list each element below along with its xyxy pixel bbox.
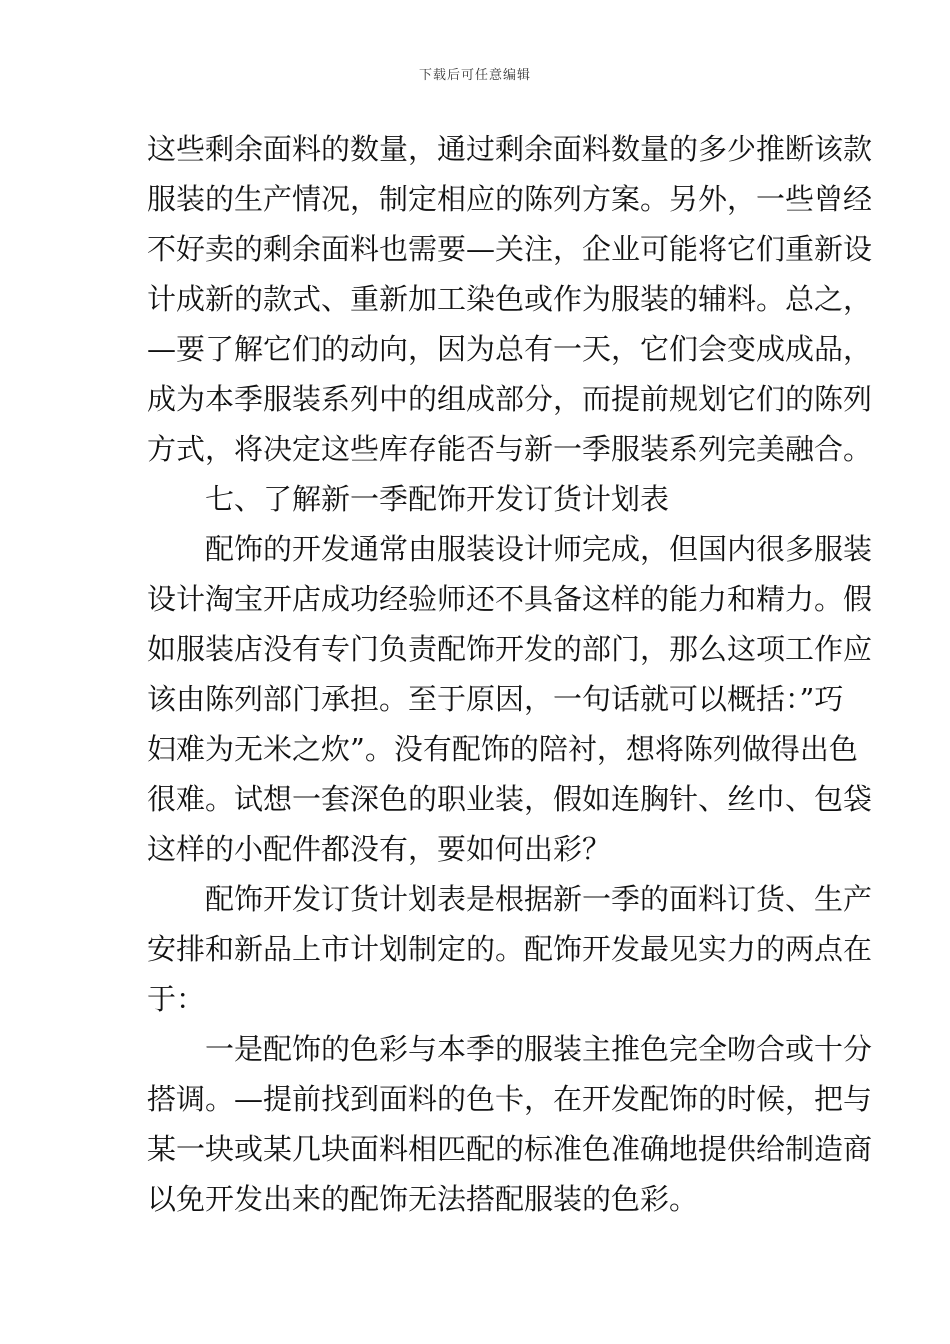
- document-body: [147, 124, 873, 1224]
- text-line: 一是配饰的色彩与本季的服装主推色完全吻合或十分: [205, 1032, 873, 1066]
- text-line: 七、了解新一季配饰开发订货计划表: [205, 482, 670, 516]
- text-line: 搭调。—提前找到面料的色卡，在开发配饰的时候，把与: [147, 1082, 873, 1116]
- text-line: 这些剩余面料的数量，通过剩余面料数量的多少推断该款: [147, 132, 873, 166]
- text-line: 这样的小配件都没有，要如何出彩？: [147, 832, 612, 866]
- paragraph-remaining-fabric: [147, 124, 873, 474]
- text-line: 成为本季服装系列中的组成部分，而提前规划它们的陈列: [147, 382, 873, 416]
- paragraph-point-one: [147, 1024, 873, 1224]
- text-line: 于：: [147, 982, 206, 1016]
- text-line: 以免开发出来的配饰无法搭配服装的色彩。: [147, 1182, 699, 1216]
- paragraph-order-plan: [147, 874, 873, 1024]
- page-header-note: 下载后可任意编辑: [418, 68, 531, 83]
- text-line: 某一块或某几块面料相匹配的标准色准确地提供给制造商: [147, 1132, 873, 1166]
- text-line: 该由陈列部门承担。至于原因，一句话就可以概括：”巧: [147, 682, 844, 716]
- text-line: 服装的生产情况，制定相应的陈列方案。另外，一些曾经: [147, 182, 873, 216]
- text-line: 设计淘宝开店成功经验师还不具备这样的能力和精力。假: [147, 582, 873, 616]
- text-line: —要了解它们的动向，因为总有一天，它们会变成成品，: [147, 332, 873, 366]
- text-line: 如服装店没有专门负责配饰开发的部门，那么这项工作应: [147, 632, 873, 666]
- text-line: 很难。试想一套深色的职业装，假如连胸针、丝巾、包袋: [147, 782, 873, 816]
- text-line: 方式，将决定这些库存能否与新一季服装系列完美融合。: [147, 432, 873, 466]
- text-line: 妇难为无米之炊”。没有配饰的陪衬，想将陈列做得出色: [147, 732, 858, 766]
- section-heading-seven: [147, 474, 807, 524]
- text-line: 配饰开发订货计划表是根据新一季的面料订货、生产: [205, 882, 873, 916]
- text-line: 不好卖的剩余面料也需要—关注，企业可能将它们重新设: [147, 232, 873, 266]
- text-line: 计成新的款式、重新加工染色或作为服装的辅料。总之，: [147, 282, 873, 316]
- text-line: 安排和新品上市计划制定的。配饰开发最见实力的两点在: [147, 932, 873, 966]
- paragraph-accessory-development: [147, 524, 873, 874]
- text-line: 配饰的开发通常由服装设计师完成，但国内很多服装: [205, 532, 873, 566]
